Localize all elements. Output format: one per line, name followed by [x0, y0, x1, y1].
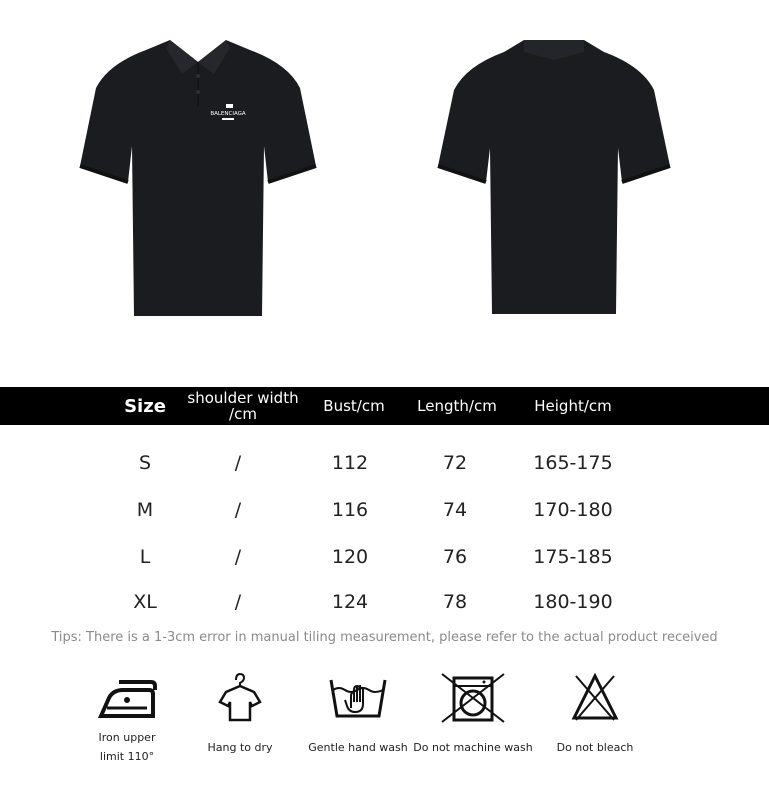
cell-size: L: [139, 546, 151, 568]
header-height: Height/cm: [534, 397, 612, 415]
cell-length: 78: [442, 591, 468, 613]
no-machine-wash-label: Do not machine wash: [413, 741, 533, 754]
cell-height: 165-175: [533, 452, 613, 474]
cell-bust: 116: [331, 499, 369, 521]
shirt-back-image: [434, 38, 674, 318]
iron-label-line1: Iron upper: [98, 731, 156, 744]
cell-shoulder: /: [234, 499, 242, 521]
cell-bust: 112: [331, 452, 369, 474]
cell-size: XL: [133, 591, 157, 613]
hanger-shirt-icon: [218, 672, 262, 724]
hand-wash-icon: [329, 672, 387, 724]
cell-height: 170-180: [533, 499, 613, 521]
size-row: [0, 587, 769, 617]
care-no-machine-wash: [412, 672, 534, 757]
shirt-front-image: [78, 36, 318, 318]
hang-label: Hang to dry: [207, 741, 273, 754]
cell-length: 74: [442, 499, 468, 521]
measurement-tips: Tips: There is a 1-3cm error in manual tiling measurement, please refer to the actual product received: [51, 630, 718, 645]
iron-label-line2: limit 110°: [99, 750, 155, 763]
cell-shoulder: /: [234, 452, 242, 474]
cell-height: 180-190: [533, 591, 613, 613]
no-bleach-icon: [570, 672, 620, 724]
header-length: Length/cm: [417, 397, 497, 415]
header-size: Size: [124, 395, 166, 417]
care-hang-dry: [195, 672, 285, 757]
no-bleach-label: Do not bleach: [556, 741, 634, 754]
care-iron: [80, 672, 174, 766]
header-bust: Bust/cm: [323, 397, 385, 415]
no-machine-wash-icon: [440, 672, 506, 724]
shirt-logo: BALENCIAGA: [210, 111, 246, 117]
care-hand-wash: [303, 672, 413, 757]
cell-shoulder: /: [234, 546, 242, 568]
cell-length: 76: [442, 546, 468, 568]
iron-icon: [97, 672, 157, 722]
care-no-bleach: [546, 672, 644, 757]
cell-length: 72: [442, 452, 468, 474]
size-row: [0, 448, 769, 478]
cell-height: 175-185: [533, 546, 613, 568]
cell-size: S: [138, 452, 152, 474]
cell-bust: 124: [331, 591, 369, 613]
hand-wash-label: Gentle hand wash: [308, 741, 408, 754]
cell-shoulder: /: [234, 591, 242, 613]
header-shoulder-line2: /cm: [229, 405, 257, 423]
header-shoulder-line1: shoulder width: [187, 389, 299, 407]
size-row: [0, 542, 769, 572]
size-row: [0, 495, 769, 525]
size-table-header: [0, 387, 769, 425]
cell-size: M: [136, 499, 154, 521]
header-shoulder-width: [178, 387, 308, 425]
cell-bust: 120: [331, 546, 369, 568]
